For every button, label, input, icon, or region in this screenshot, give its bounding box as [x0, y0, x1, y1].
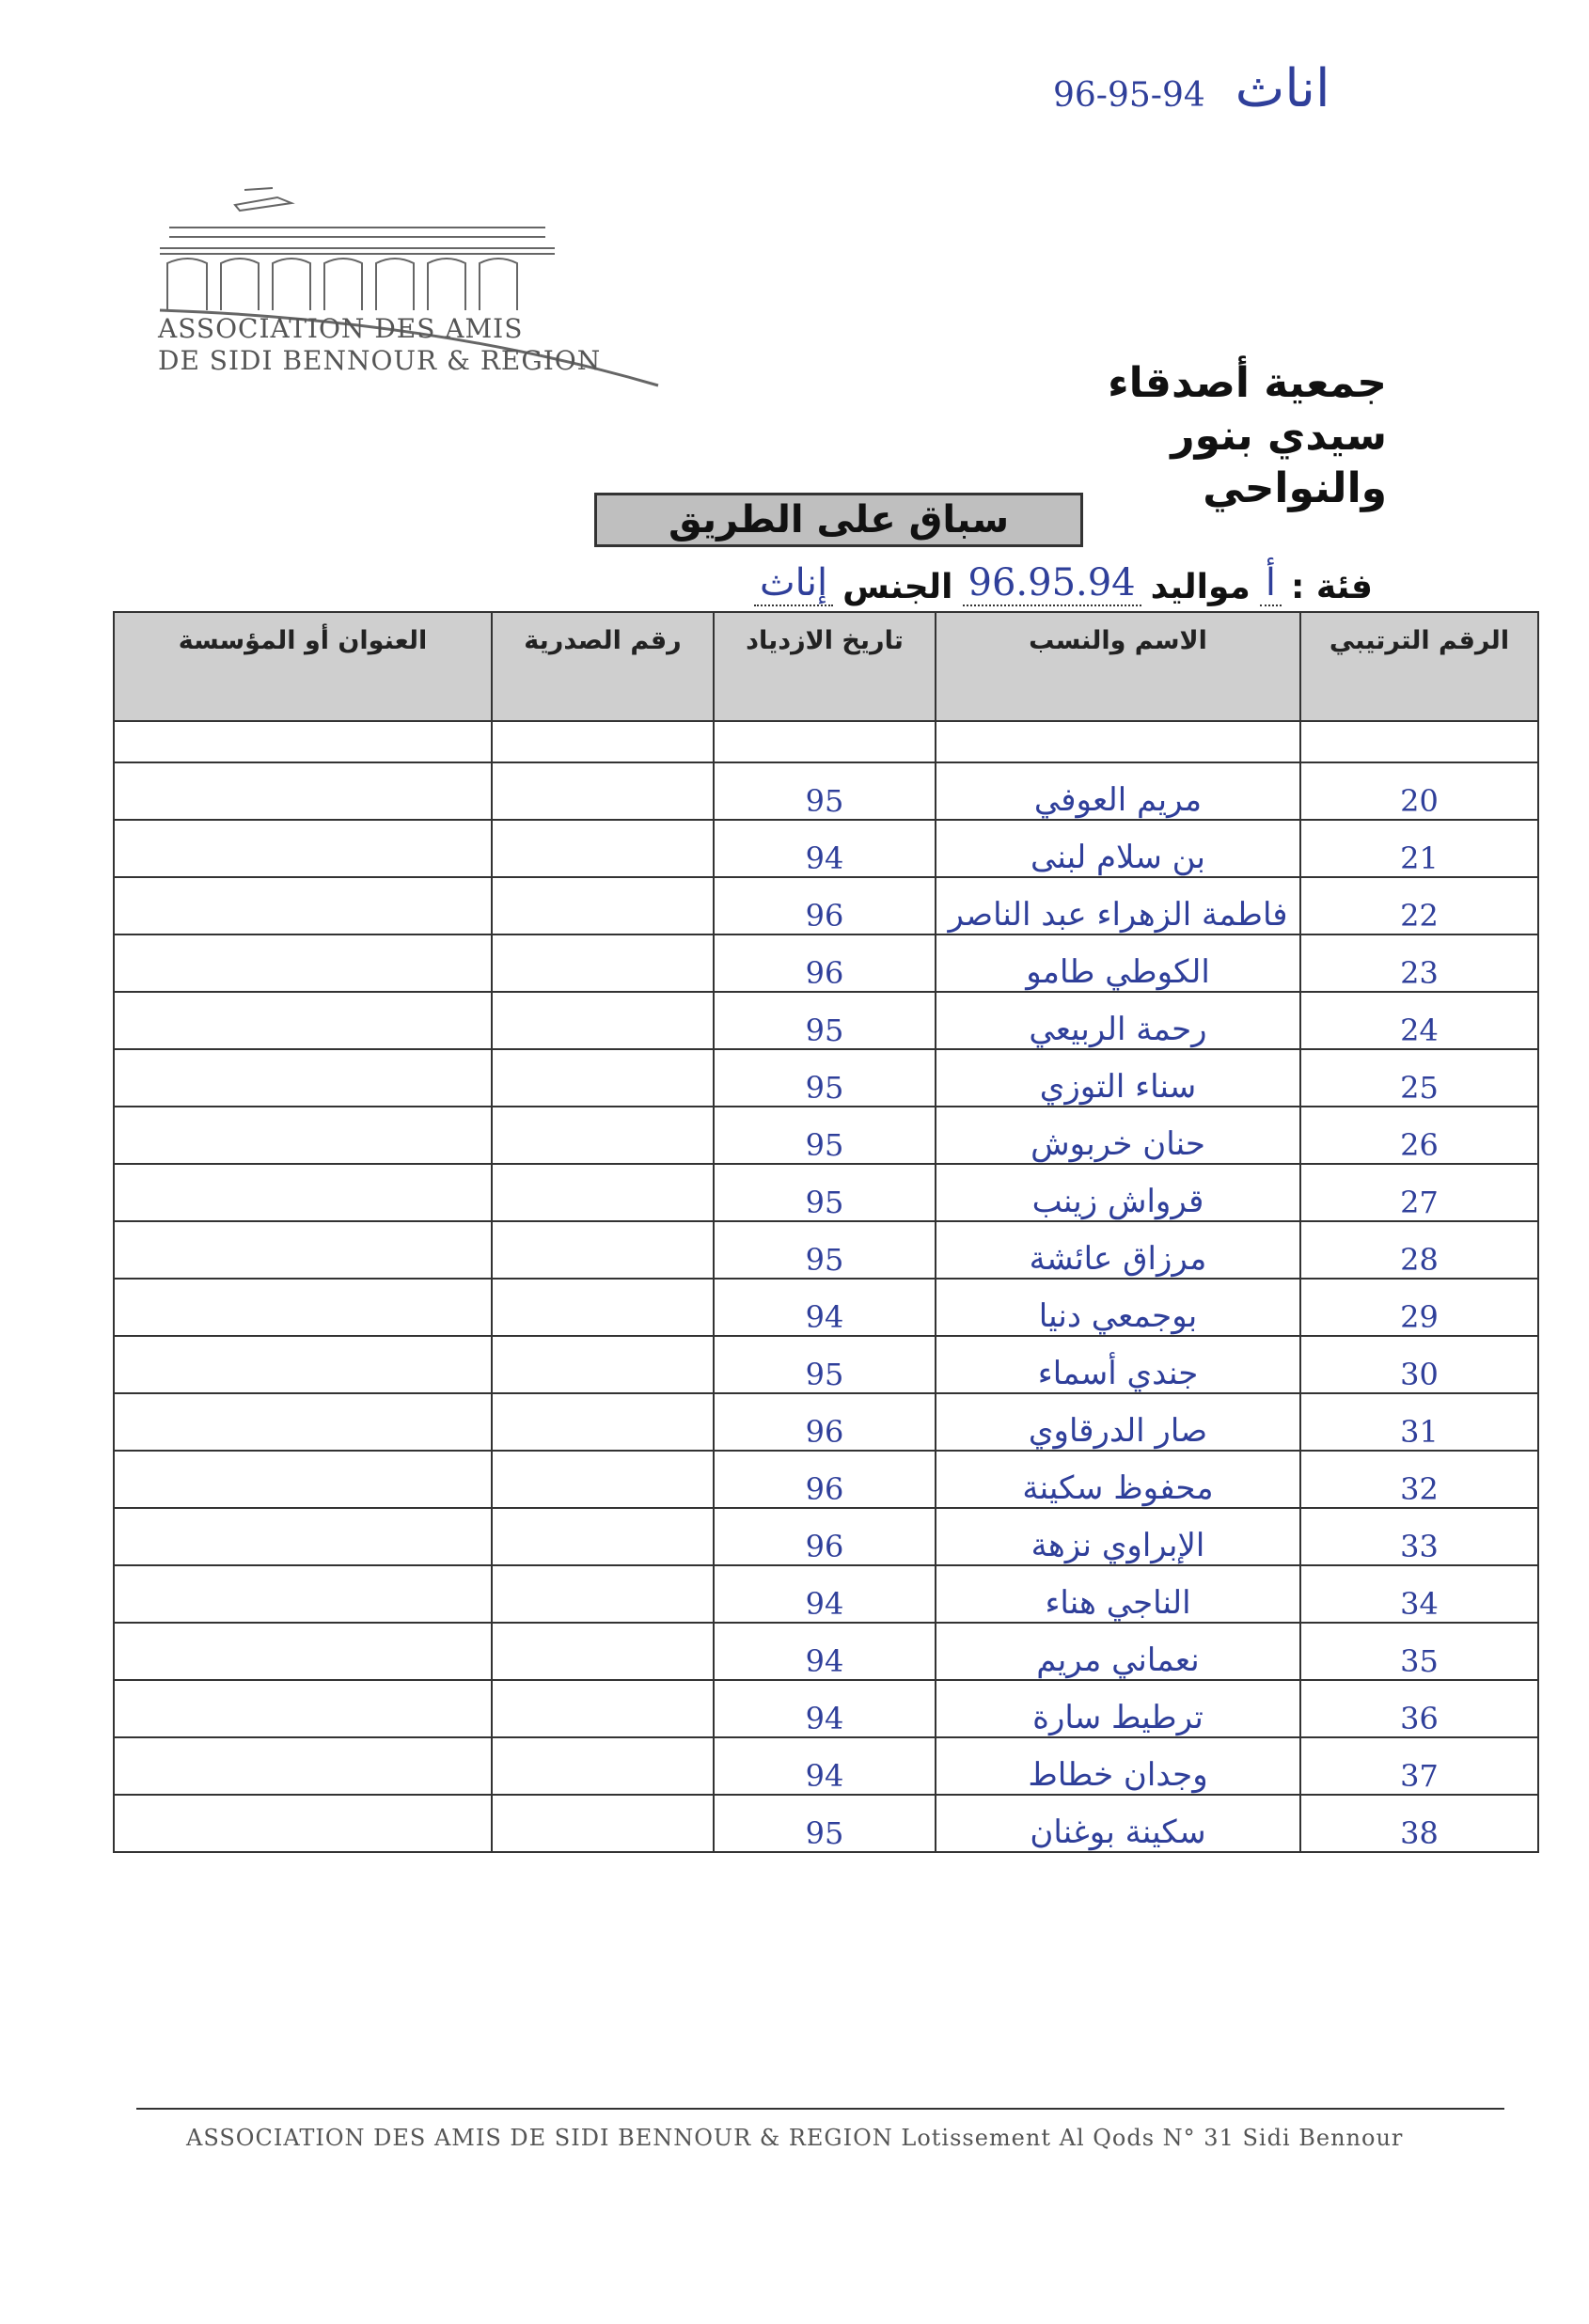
year-cell: 96	[714, 877, 936, 934]
org-name-line-1: جمعية أصدقاء	[1108, 359, 1387, 407]
bib-cell	[492, 1795, 714, 1852]
table-row	[114, 1279, 1538, 1336]
year-cell: 94	[714, 1279, 936, 1336]
org-name-line-3: والنواحي	[1203, 464, 1387, 512]
name-cell: الكوطي طامو	[936, 934, 1300, 992]
rank-cell: 22	[1300, 877, 1538, 934]
rank-cell: 20	[1300, 762, 1538, 820]
bib-cell	[492, 1393, 714, 1451]
bib-cell	[492, 1279, 714, 1336]
handwritten-gender: اناث	[1235, 58, 1330, 119]
rank-cell: 27	[1300, 1164, 1538, 1221]
year-cell: 94	[714, 1565, 936, 1623]
logo-text	[158, 313, 601, 377]
table-row	[114, 1623, 1538, 1680]
rank-cell: 25	[1300, 1049, 1538, 1107]
name-cell: صار الدرقاوي	[936, 1393, 1300, 1451]
name-cell: فاطمة الزهراء عبد الناصر	[936, 877, 1300, 934]
address-cell	[114, 1451, 492, 1508]
year-cell: 96	[714, 1451, 936, 1508]
year-cell: 96	[714, 934, 936, 992]
bib-cell	[492, 762, 714, 820]
rank-cell: 38	[1300, 1795, 1538, 1852]
address-cell	[114, 1279, 492, 1336]
gender-value: إناث	[754, 561, 833, 606]
bib-cell	[492, 820, 714, 877]
table-row	[114, 1393, 1538, 1451]
table-row	[114, 1795, 1538, 1852]
address-cell	[114, 1221, 492, 1279]
year-cell: 94	[714, 1737, 936, 1795]
header-bib: رقم الصدرية	[492, 612, 714, 721]
year-cell: 96	[714, 1508, 936, 1565]
bib-cell	[492, 1336, 714, 1393]
name-cell: محفوظ سكينة	[936, 1451, 1300, 1508]
rank-cell: 37	[1300, 1737, 1538, 1795]
name-cell: حنان خربوش	[936, 1107, 1300, 1164]
table-row	[114, 1164, 1538, 1221]
header-rank: الرقم الترتيبي	[1300, 612, 1538, 721]
address-cell	[114, 1508, 492, 1565]
name-cell: سكينة بوغنان	[936, 1795, 1300, 1852]
name-cell: وجدان خطاط	[936, 1737, 1300, 1795]
handwritten-header-note	[1053, 58, 1330, 119]
table-row	[114, 1107, 1538, 1164]
address-cell	[114, 1049, 492, 1107]
table-row	[114, 1336, 1538, 1393]
address-cell	[114, 1164, 492, 1221]
table-row	[114, 1508, 1538, 1565]
year-cell: 95	[714, 1795, 936, 1852]
address-cell	[114, 1680, 492, 1737]
blank-row	[114, 721, 1538, 762]
header-address: العنوان أو المؤسسة	[114, 612, 492, 721]
header-name: الاسم والنسب	[936, 612, 1300, 721]
rank-cell: 23	[1300, 934, 1538, 992]
address-cell	[114, 820, 492, 877]
rank-cell: 33	[1300, 1508, 1538, 1565]
footer-divider	[136, 2108, 1504, 2110]
address-cell	[114, 762, 492, 820]
table-header-row	[114, 612, 1538, 721]
rank-cell: 31	[1300, 1393, 1538, 1451]
rank-cell: 34	[1300, 1565, 1538, 1623]
handwritten-years: 96-95-94	[1053, 76, 1205, 115]
rank-cell: 24	[1300, 992, 1538, 1049]
rank-cell: 32	[1300, 1451, 1538, 1508]
participants-table	[113, 611, 1539, 1853]
address-cell	[114, 1565, 492, 1623]
rank-cell: 36	[1300, 1680, 1538, 1737]
name-cell: قرواش زينب	[936, 1164, 1300, 1221]
table-row	[114, 1737, 1538, 1795]
year-cell: 94	[714, 820, 936, 877]
name-cell: ترطيط سارة	[936, 1680, 1300, 1737]
rank-cell: 26	[1300, 1107, 1538, 1164]
bib-cell	[492, 877, 714, 934]
name-cell: الإبراوي نزهة	[936, 1508, 1300, 1565]
address-cell	[114, 877, 492, 934]
name-cell: رحمة الربيعي	[936, 992, 1300, 1049]
table-row	[114, 762, 1538, 820]
table-row	[114, 992, 1538, 1049]
bib-cell	[492, 1221, 714, 1279]
bib-cell	[492, 1164, 714, 1221]
logo-line-2: DE SIDI BENNOUR & REGION	[158, 345, 602, 376]
address-cell	[114, 1737, 492, 1795]
table-row	[114, 1565, 1538, 1623]
name-cell: مريم العوفي	[936, 762, 1300, 820]
event-title-box	[594, 493, 1083, 547]
bib-cell	[492, 992, 714, 1049]
table-row	[114, 934, 1538, 992]
category-label: فئة :	[1290, 568, 1373, 606]
logo-line-1: ASSOCIATION DES AMIS	[158, 313, 524, 344]
address-cell	[114, 1795, 492, 1852]
rank-cell: 35	[1300, 1623, 1538, 1680]
rank-cell: 21	[1300, 820, 1538, 877]
address-cell	[114, 992, 492, 1049]
year-cell: 96	[714, 1393, 936, 1451]
name-cell: جندي أسماء	[936, 1336, 1300, 1393]
bib-cell	[492, 1049, 714, 1107]
year-cell: 95	[714, 1049, 936, 1107]
name-cell: مرزاق عائشة	[936, 1221, 1300, 1279]
footer-address: ASSOCIATION DES AMIS DE SIDI BENNOUR & REGION Lotissement Al Qods N° 31 Sidi Bennour	[186, 2125, 1404, 2151]
table-row	[114, 1221, 1538, 1279]
table-row	[114, 1049, 1538, 1107]
year-cell: 95	[714, 1164, 936, 1221]
year-cell: 95	[714, 1221, 936, 1279]
year-cell: 95	[714, 1336, 936, 1393]
bib-cell	[492, 1680, 714, 1737]
bib-cell	[492, 1565, 714, 1623]
name-cell: نعماني مريم	[936, 1623, 1300, 1680]
org-name-line-2: سيدي بنور	[1171, 412, 1387, 460]
name-cell: الناجي هناء	[936, 1565, 1300, 1623]
address-cell	[114, 1336, 492, 1393]
organization-name	[1108, 357, 1387, 515]
year-cell: 95	[714, 1107, 936, 1164]
table-row	[114, 1451, 1538, 1508]
year-cell: 94	[714, 1623, 936, 1680]
category-line	[423, 550, 1373, 606]
name-cell: بن سلام لبنى	[936, 820, 1300, 877]
address-cell	[114, 1107, 492, 1164]
table-row	[114, 820, 1538, 877]
gender-label: الجنس	[842, 568, 953, 606]
name-cell: سناء التوزي	[936, 1049, 1300, 1107]
year-cell: 94	[714, 1680, 936, 1737]
bib-cell	[492, 1737, 714, 1795]
table-row	[114, 877, 1538, 934]
bib-cell	[492, 934, 714, 992]
header-dob: تاريخ الازدياد	[714, 612, 936, 721]
rank-cell: 29	[1300, 1279, 1538, 1336]
category-value: أ	[1260, 561, 1282, 606]
address-cell	[114, 934, 492, 992]
table-row	[114, 1680, 1538, 1737]
year-cell: 95	[714, 992, 936, 1049]
year-cell: 95	[714, 762, 936, 820]
bib-cell	[492, 1107, 714, 1164]
birth-value: 96.95.94	[963, 561, 1141, 606]
rank-cell: 30	[1300, 1336, 1538, 1393]
birth-label: مواليد	[1150, 568, 1251, 606]
address-cell	[114, 1623, 492, 1680]
rank-cell: 28	[1300, 1221, 1538, 1279]
bib-cell	[492, 1623, 714, 1680]
name-cell: بوجمعي دنيا	[936, 1279, 1300, 1336]
bib-cell	[492, 1508, 714, 1565]
event-title: سباق على الطريق	[668, 498, 1010, 542]
bib-cell	[492, 1451, 714, 1508]
address-cell	[114, 1393, 492, 1451]
